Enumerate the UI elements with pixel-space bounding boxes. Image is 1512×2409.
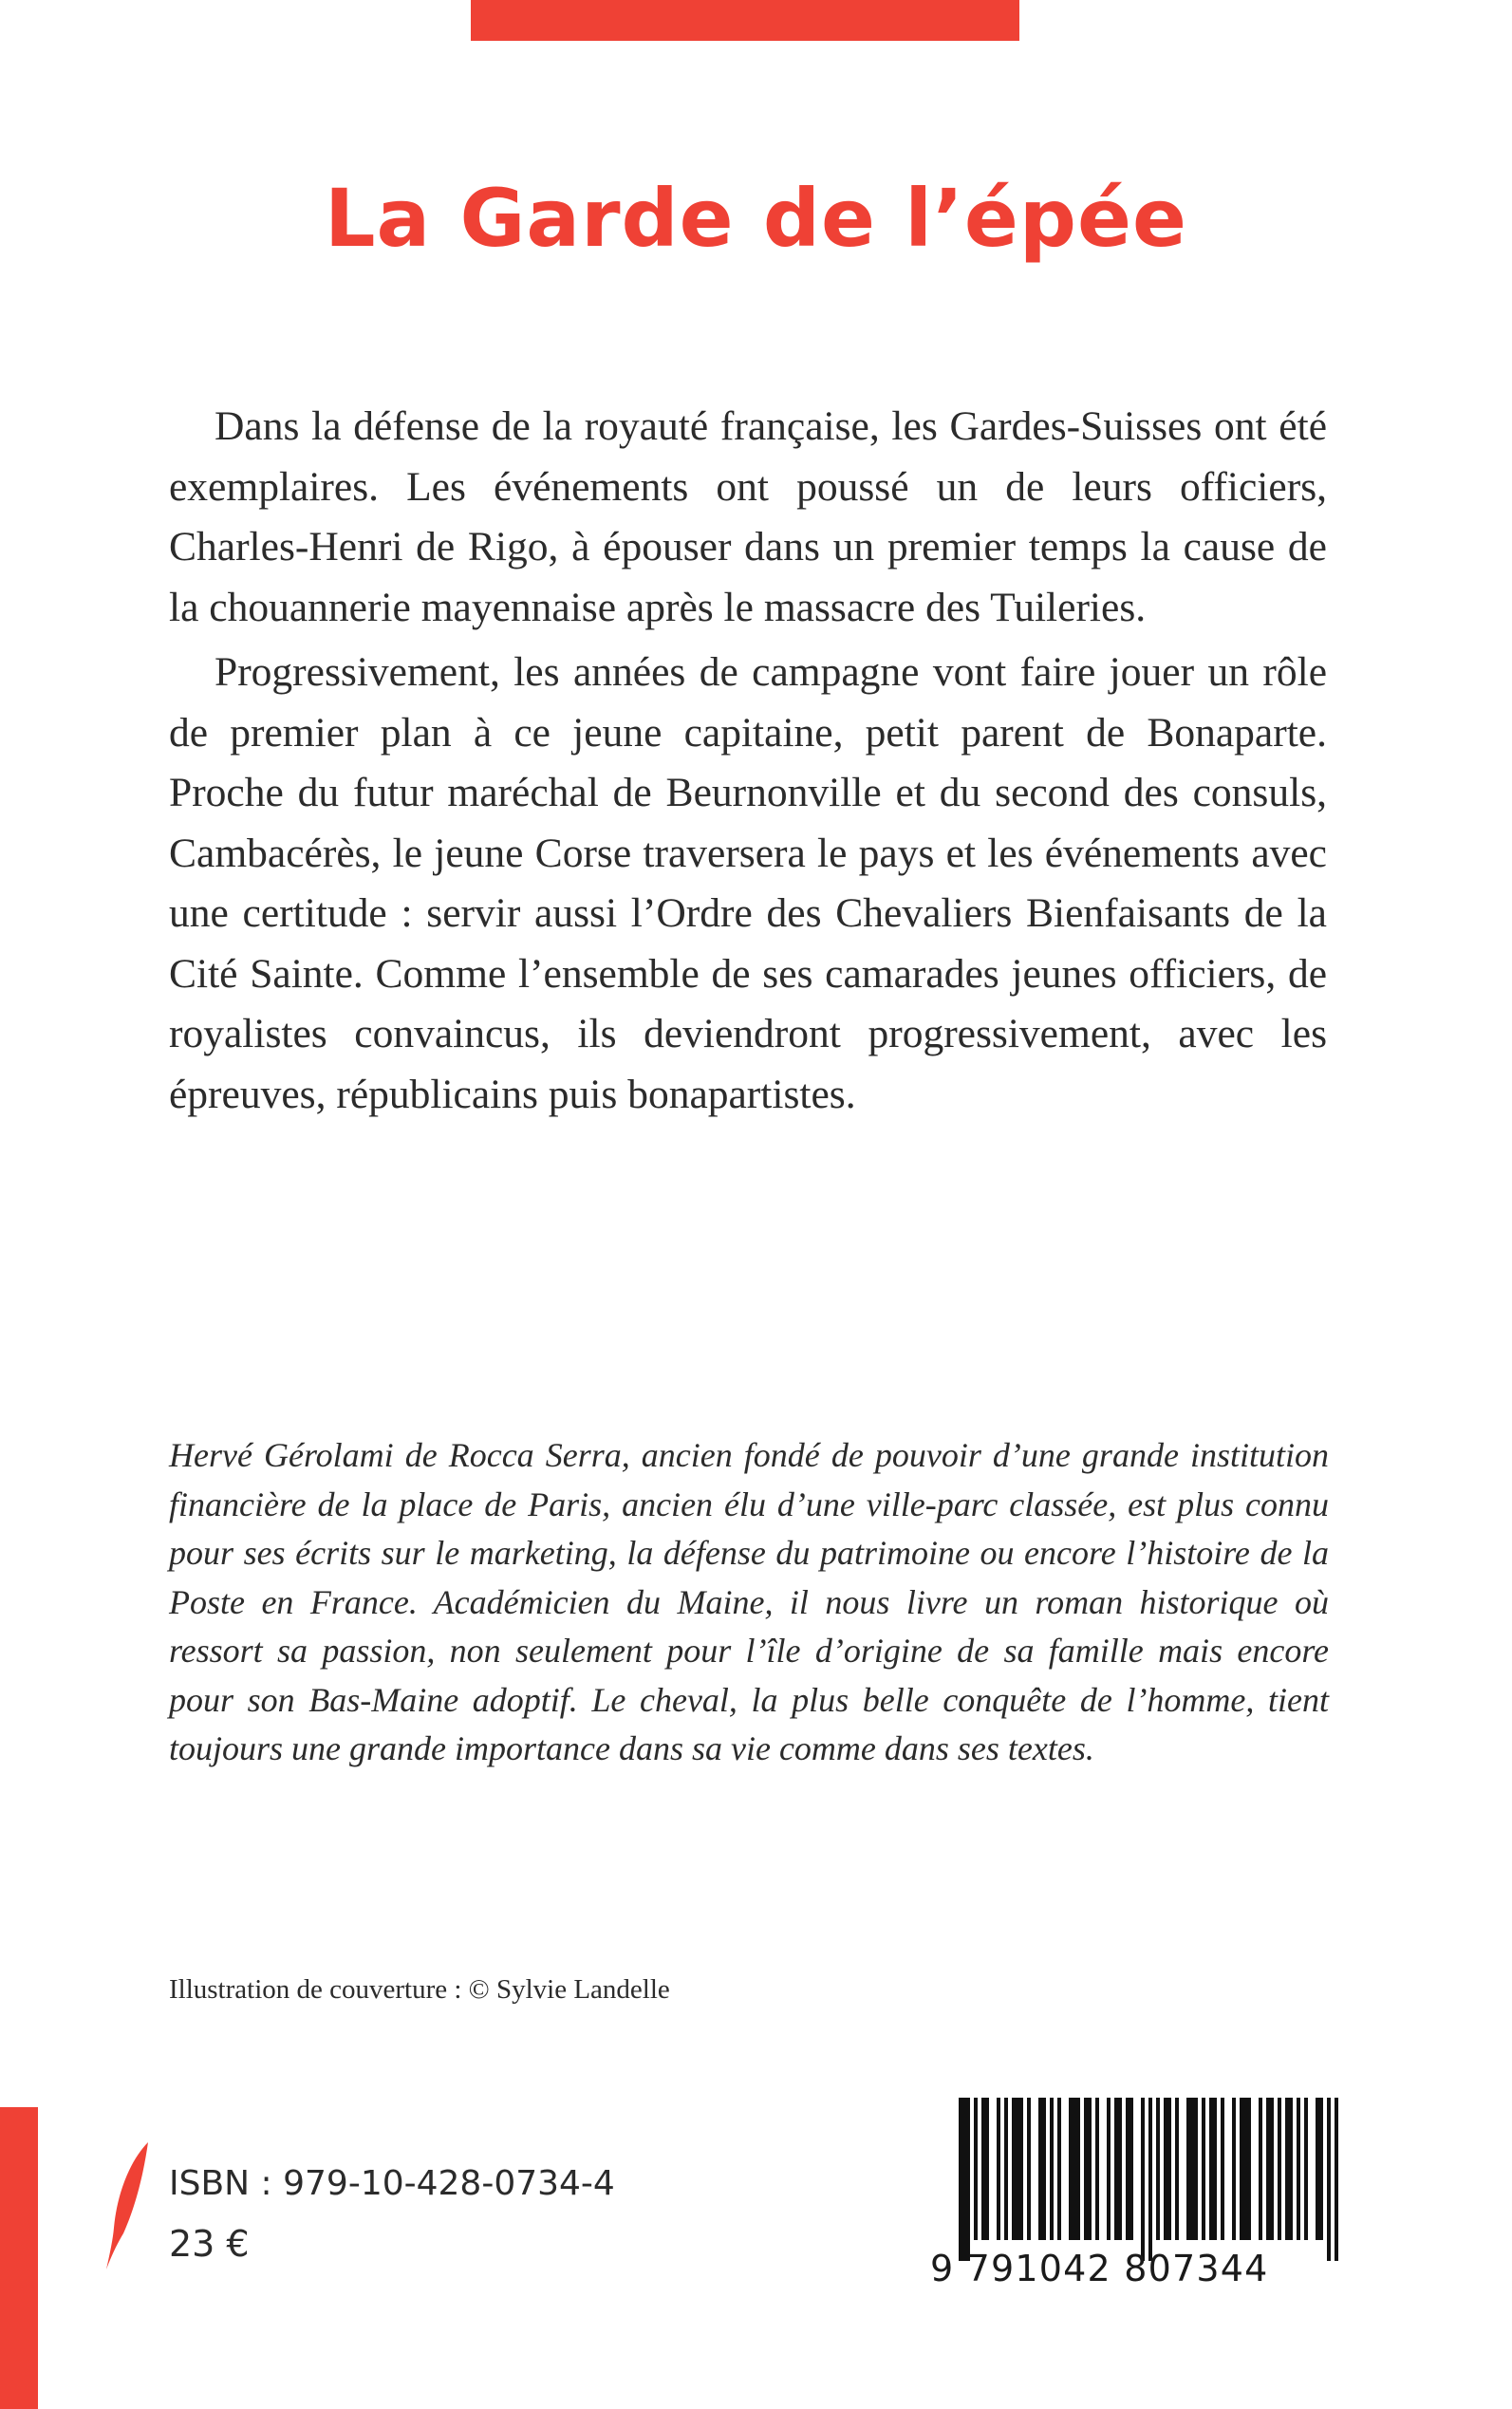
barcode-bar (962, 2098, 966, 2261)
barcode-bar (985, 2098, 989, 2240)
isbn-number: ISBN : 979-10-428-0734-4 (169, 2164, 615, 2203)
barcode-bar (1126, 2098, 1129, 2240)
barcode-bar (1118, 2098, 1122, 2240)
barcode-bar (1164, 2098, 1167, 2240)
barcode-bar (1304, 2098, 1308, 2240)
book-summary (169, 397, 1327, 1130)
barcode-bar (1194, 2098, 1198, 2240)
side-accent-bar (0, 2107, 38, 2409)
barcode-bar (1221, 2098, 1224, 2240)
barcode-bar (1270, 2098, 1274, 2240)
barcode-bar (1266, 2098, 1270, 2240)
barcode-bar (1027, 2098, 1031, 2240)
barcode-bar (1076, 2098, 1080, 2240)
barcode-bar (1073, 2098, 1076, 2240)
barcode-bar (1243, 2098, 1247, 2240)
barcode-bar (1114, 2098, 1118, 2240)
barcode-bar (1240, 2098, 1243, 2240)
barcode-bar (1319, 2098, 1323, 2240)
barcode-bar (1019, 2098, 1023, 2240)
barcode-bar (1057, 2098, 1061, 2240)
barcode-bar (1327, 2098, 1331, 2261)
barcode-bar (1141, 2098, 1145, 2261)
barcode-bar (1175, 2098, 1179, 2240)
barcode-bar (1042, 2098, 1046, 2240)
barcode-bar (1278, 2098, 1281, 2240)
summary-paragraph-2: Progressivement, les années de campagne vont faire jouer un rôle de premier plan à ce jeune capitaine, petit parent de Bonaparte. Proche du futur maréchal de Beurnonville et du second des consuls, Cambacérès, le jeune Corse traversera le pays et les événements avec une certitude : servir aussi l’Ordre des Chevaliers Bienfaisants de la Cité Sainte. Comme l’ensemble de ses camarades jeunes officiers, de royalistes convaincus, ils deviendront progressivement, avec les épreuves, républicains puis bonapartistes. (169, 649, 1327, 1117)
price: 23 € (169, 2223, 250, 2265)
barcode-bar (974, 2098, 978, 2240)
barcode-bar (1088, 2098, 1092, 2240)
barcode-bar (1209, 2098, 1213, 2240)
barcode-bar (1213, 2098, 1217, 2240)
barcode-bar (1095, 2098, 1099, 2240)
barcode-bar (1084, 2098, 1088, 2240)
barcode-bar (1107, 2098, 1111, 2240)
barcode-bar (1038, 2098, 1042, 2240)
illustration-credit: Illustration de couverture : © Sylvie Landelle (169, 1974, 670, 2005)
barcode-bar (1232, 2098, 1236, 2240)
top-accent-bar (471, 0, 1019, 41)
barcode-bar (1316, 2098, 1319, 2240)
barcode-bar (1012, 2098, 1016, 2240)
barcode-bar (981, 2098, 985, 2240)
barcode-bar (1167, 2098, 1171, 2240)
barcode-bar (1156, 2098, 1160, 2240)
barcode-bar (1247, 2098, 1251, 2240)
barcode-bar (1297, 2098, 1300, 2240)
barcode-bar (1069, 2098, 1073, 2240)
barcode-bar (1335, 2098, 1338, 2261)
barcode-bar (1259, 2098, 1262, 2240)
barcode-bar (1202, 2098, 1205, 2240)
summary-paragraph-1: Dans la défense de la royauté française, les Gardes-Suisses ont été exemplaires. Les événements ont poussé un de leurs officiers, Charles-Henri de Rigo, à épouser dans un premier temps la cause de la chouannerie mayennaise après le massacre des Tuileries. (169, 403, 1327, 630)
barcode-bar (966, 2098, 970, 2261)
barcode-bar (1289, 2098, 1293, 2240)
barcode-bar (1190, 2098, 1194, 2240)
barcode-bar (997, 2098, 1000, 2240)
barcode-bar (1186, 2098, 1190, 2240)
barcode-bar (1004, 2098, 1008, 2240)
barcode-bar (1285, 2098, 1289, 2240)
barcode-digits: 9 791042 807344 (930, 2248, 1269, 2289)
barcode-bar (959, 2098, 962, 2261)
barcode-bar (1148, 2098, 1152, 2261)
quill-feather-icon (104, 2140, 152, 2273)
barcode-bar (1016, 2098, 1019, 2240)
book-title: La Garde de l’épée (325, 172, 1187, 265)
barcode (959, 2098, 1338, 2261)
barcode-bar (1129, 2098, 1133, 2240)
barcode-bar (1050, 2098, 1054, 2240)
author-bio: Hervé Gérolami de Rocca Serra, ancien fondé de pouvoir d’une grande institution financière de la place de Paris, ancien élu d’une ville-parc classée, est plus connu pour ses écrits sur le marketing, la défense du patrimoine ou encore l’histoire de la Poste en France. Académicien du Maine, il nous livre un roman historique où ressort sa passion, non seulement pour l’île d’origine de sa famille mais encore pour son Bas-Maine adoptif. Le cheval, la plus belle conquête de l’homme, tient toujours une grande importance dans sa vie comme dans ses textes. (169, 1436, 1329, 1767)
